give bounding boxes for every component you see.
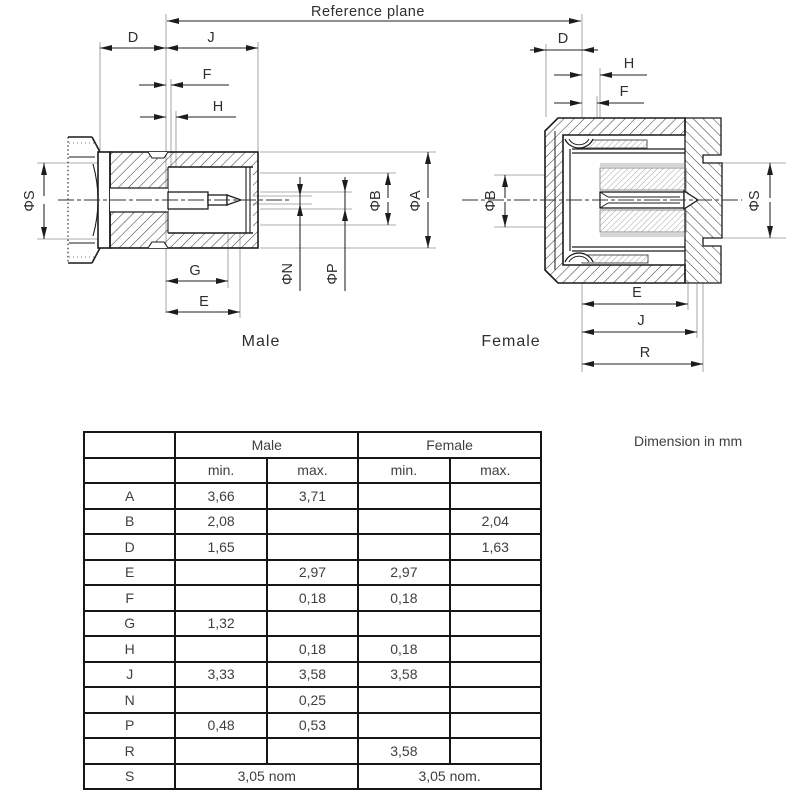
female-dim-h: H (623, 56, 635, 72)
value-cell (175, 560, 266, 586)
subheader-cell: max. (267, 458, 358, 484)
value-cell (358, 611, 449, 637)
group-header-cell: Female (358, 432, 541, 458)
row-label-cell: R (84, 738, 175, 764)
value-cell: 0,53 (267, 713, 358, 739)
value-cell: 3,71 (267, 483, 358, 509)
value-cell (358, 509, 449, 535)
value-cell: 0,18 (358, 636, 449, 662)
value-cell (358, 534, 449, 560)
row-label-cell: H (84, 636, 175, 662)
row-label-cell: N (84, 687, 175, 713)
male-caption: Male (241, 333, 281, 350)
male-dim-j: J (207, 30, 215, 46)
row-label-cell: F (84, 585, 175, 611)
value-cell (450, 560, 541, 586)
value-cell (175, 687, 266, 713)
value-cell: 2,08 (175, 509, 266, 535)
row-label-cell: G (84, 611, 175, 637)
male-dim-d: D (127, 30, 139, 46)
table-group-header-row (84, 432, 541, 458)
row-label-cell: P (84, 713, 175, 739)
female-caption: Female (481, 333, 541, 350)
table-row (84, 687, 541, 713)
group-header-cell (84, 432, 175, 458)
female-dim-r: R (639, 345, 651, 361)
value-cell (450, 585, 541, 611)
value-cell (358, 687, 449, 713)
subheader-cell: max. (450, 458, 541, 484)
value-cell: 2,97 (267, 560, 358, 586)
value-cell (450, 687, 541, 713)
table-row (84, 483, 541, 509)
female-dim-d: D (557, 31, 569, 47)
value-span-cell: 3,05 nom. (358, 764, 541, 790)
value-cell (175, 738, 266, 764)
table-row (84, 636, 541, 662)
female-dim-dia-s: ΦS (747, 190, 763, 212)
female-dim-f: F (619, 84, 629, 100)
female-connector-drawing (462, 14, 786, 372)
table-row (84, 560, 541, 586)
male-dim-dia-s: ΦS (22, 190, 38, 212)
male-dim-f: F (202, 67, 212, 83)
value-cell: 1,65 (175, 534, 266, 560)
value-cell (450, 636, 541, 662)
value-cell (450, 662, 541, 688)
row-label-cell: A (84, 483, 175, 509)
male-dim-dia-a: ΦA (408, 190, 424, 212)
male-dim-h: H (212, 99, 224, 115)
value-cell: 0,18 (267, 636, 358, 662)
value-cell: 0,18 (358, 585, 449, 611)
value-cell: 2,97 (358, 560, 449, 586)
row-label-cell: J (84, 662, 175, 688)
male-dim-dia-n: ΦN (280, 262, 296, 286)
female-body-section (462, 118, 742, 283)
value-cell: 3,33 (175, 662, 266, 688)
value-cell (450, 738, 541, 764)
table-row (84, 662, 541, 688)
male-body-section (58, 137, 292, 263)
value-cell: 3,58 (358, 662, 449, 688)
value-cell: 0,25 (267, 687, 358, 713)
male-dim-dia-p: ΦP (325, 263, 341, 285)
value-cell (267, 738, 358, 764)
male-connector-drawing (22, 14, 436, 350)
subheader-cell (84, 458, 175, 484)
table-row (84, 713, 541, 739)
value-cell (175, 585, 266, 611)
table-row (84, 611, 541, 637)
units-note: Dimension in mm (634, 433, 743, 449)
female-dim-j: J (637, 313, 645, 329)
row-label-cell: E (84, 560, 175, 586)
subheader-cell: min. (358, 458, 449, 484)
value-cell (267, 611, 358, 637)
value-cell (267, 509, 358, 535)
male-dim-g: G (189, 263, 201, 279)
table-row (84, 764, 541, 790)
value-cell (358, 483, 449, 509)
value-cell: 1,32 (175, 611, 266, 637)
value-cell: 3,66 (175, 483, 266, 509)
group-header-cell: Male (175, 432, 358, 458)
value-cell (175, 636, 266, 662)
male-dim-e: E (199, 294, 209, 310)
value-cell: 0,48 (175, 713, 266, 739)
female-dim-e: E (632, 285, 642, 301)
table-row (84, 585, 541, 611)
table-row (84, 534, 541, 560)
value-cell (358, 713, 449, 739)
value-cell: 0,18 (267, 585, 358, 611)
value-cell (450, 483, 541, 509)
value-span-cell: 3,05 nom (175, 764, 358, 790)
value-cell: 1,63 (450, 534, 541, 560)
value-cell (450, 713, 541, 739)
value-cell: 3,58 (267, 662, 358, 688)
subheader-cell: min. (175, 458, 266, 484)
value-cell (450, 611, 541, 637)
row-label-cell: D (84, 534, 175, 560)
table-row (84, 509, 541, 535)
table-row (84, 738, 541, 764)
dimension-table (83, 431, 542, 790)
male-dim-dia-b: ΦB (368, 190, 384, 212)
reference-plane-label: Reference plane (311, 4, 425, 20)
value-cell: 2,04 (450, 509, 541, 535)
value-cell (267, 534, 358, 560)
female-dim-dia-b: ΦB (483, 190, 499, 212)
table-subheader-row (84, 458, 541, 484)
value-cell: 3,58 (358, 738, 449, 764)
row-label-cell: S (84, 764, 175, 790)
row-label-cell: B (84, 509, 175, 535)
